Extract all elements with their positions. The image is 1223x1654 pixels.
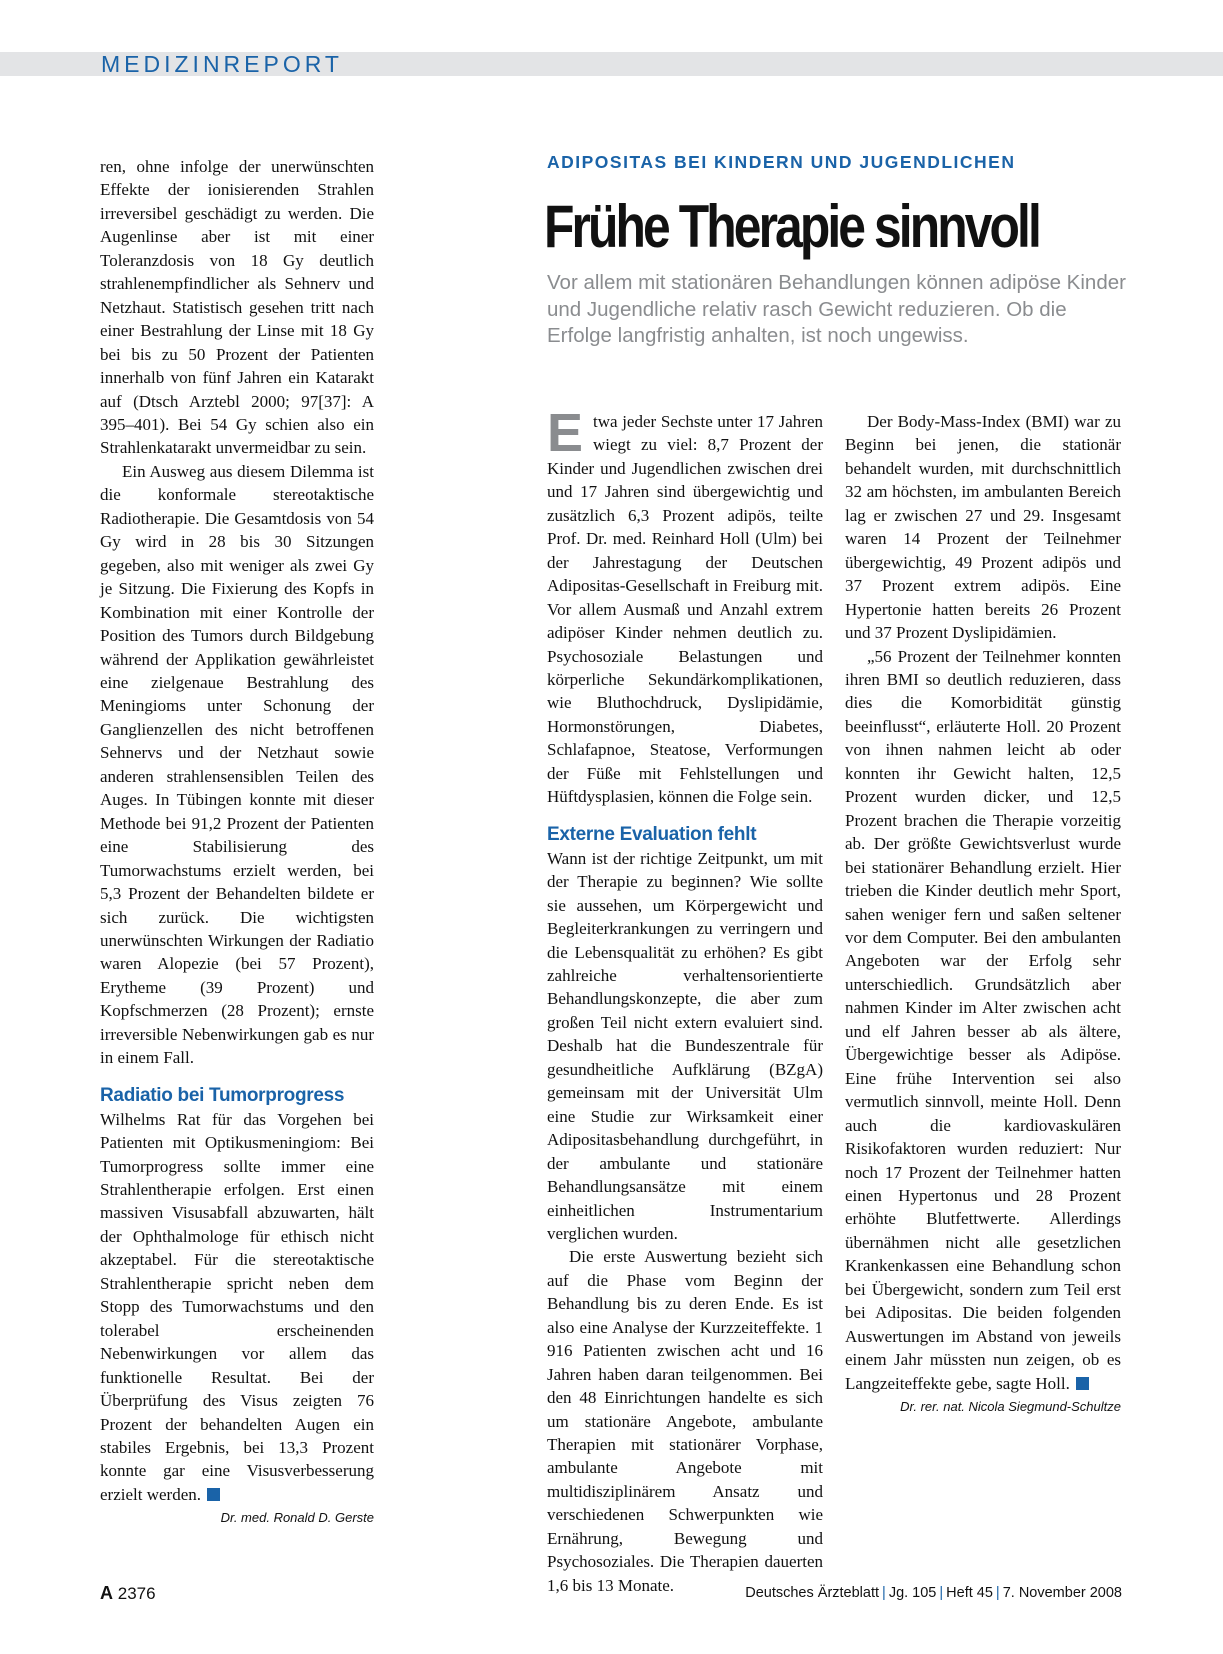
end-mark-icon [207,1488,220,1501]
footer-separator: | [882,1585,886,1601]
footer-citation [745,1585,1122,1601]
main-paragraph-5 [845,645,1121,1396]
left-paragraph-3 [100,1108,374,1507]
page-number [100,1583,156,1604]
page-number-value: 2376 [117,1584,156,1603]
left-paragraph-2: Ein Ausweg aus diesem Dilemma ist die konformale stereotaktische Radiotherapie. Die Gesamtdosis von 54 Gy wird in 28 bis 30 Sitzungen gegeben, also mit weniger als zwei Gy je Sitzung. Die Fixierung des Kopfs in Kombination mit einer Kontrolle der Position des Tumors durch Bildgebung während der Applikation gewährleistet eine zielgenaue Bestrahlung des Meningioms unter Schonung der Ganglienzellen des nicht betroffenen Sehnervs und der Netzhaut sowie anderen strahlensensiblen Teilen des Auges. In Tübingen konnte mit dieser Methode bei 91,2 Prozent der Patienten eine Stabilisierung des Tumorwachstums erzielt werden, bei 5,3 Prozent der Behandelten bildete er sich zurück. Die wichtigsten unerwünschten Wirkungen der Radiatio waren Alopezie (bei 57 Prozent), Erytheme (39 Prozent) und Kopfschmerzen (28 Prozent); ernste irreversible Nebenwirkungen gab es nur in einem Fall. [100,461,374,1068]
footer-date: 7. November 2008 [1002,1585,1122,1601]
main-paragraph-1-text: twa jeder Sechste unter 17 Jahren wiegt zu viel: 8,7 Prozent der Kinder und Jugendlichen zwischen drei und 17 Jahren sind übergewichtig und zusätzlich 6,3 Prozent adipös, teilte Prof. Dr. med. Reinhard Holl (Ulm) bei der Jahrestagung der Deutschen Adipositas-Gesellschaft in Freiburg mit. Vor allem Ausmaß und Anzahl extrem adipöser Kinder nehmen deutlich zu. Psychosoziale Belastungen und körperliche Sekundärkomplikationen, wie Bluthochdruck, Dyslipidämie, Hormonstörungen, Diabetes, Schlafapnoe, Steatose, Verformungen der Füße mit Fehlstellungen und Hüftdysplasien, können die Folge sein. [547,412,823,807]
main-paragraph-3: Die erste Auswertung bezieht sich auf die Phase vom Beginn der Behandlung bis zu deren Ende. Es ist also eine Analyse der Kurzzeiteffekte. 1 916 Patienten zwischen acht und 16 Jahren haben daran teilgenommen. Bei den 48 Einrichtungen handelte es sich um stationäre Angebote, ambulante Therapien mit stationärer Vorphase, ambulante Angebote mit multidisziplinärem Ansatz und verschiedenen Schwerpunkten wie Ernährung, Bewegung und Psychosoziales. Die Therapien dauerten 1,6 bis 13 Monate. [547,1247,823,1595]
footer-separator: | [995,1585,1000,1601]
left-article-column [100,155,374,1528]
main-paragraph-1 [547,410,823,809]
main-article-column-1 [547,410,823,1597]
page-prefix: A [100,1583,113,1603]
dropcap: E [547,413,584,453]
article-lead: Vor allem mit stationären Behandlungen können adipöse Kinder und Jugendliche relativ rasch Gewicht reduzieren. Ob die Erfolge langfristig anhalten, ist noch ungewiss. [547,271,1126,347]
main-paragraph-4: Der Body-Mass-Index (BMI) war zu Beginn bei jenen, die stationär behandelt wurden, mit durchschnittlich 32 am höchsten, im ambulanten Bereich lag er zwischen 27 und 29. Insgesamt waren 14 Prozent der Teilnehmer übergewichtig, 49 Prozent adipös und 37 Prozent extrem adipös. Eine Hypertonie hatten bereits 26 Prozent und 37 Prozent Dyslipidämien. [845,412,1121,643]
main-paragraph-2: Wann ist der richtige Zeitpunkt, um mit der Therapie zu beginnen? Wie sollte sie aussehen, um Körpergewicht und Begleiterkrankungen zu verringern und die Lebensqualität zu erhöhen? Es gibt zahlreiche verhaltensorientierte Behandlungskonzepte, die aber zum großen Teil nicht extern evaluiert sind. Deshalb hat die Bundeszentrale für gesundheitliche Aufklärung (BZgA) gemeinsam mit der Universität Ulm eine Studie zur Wirksamkeit einer Adipositasbehandlung durchgeführt, in der ambulante und stationäre Behandlungsansätze mit einem einheitlichen Instrumentarium verglichen wurden. [547,848,823,1243]
article-kicker: ADIPOSITAS BEI KINDERN UND JUGENDLICHEN [547,152,1016,172]
article-headline: Frühe Therapie sinnvoll [544,193,1039,260]
left-author: Dr. med. Ronald D. Gerste [220,1510,374,1526]
main-subheading: Externe Evaluation fehlt [547,823,757,845]
section-label: MEDIZINREPORT [101,51,343,77]
main-article-column-2 [845,410,1121,1417]
footer-separator: | [939,1585,944,1601]
main-author: Dr. rer. nat. Nicola Siegmund-Schultze [900,1399,1121,1415]
left-paragraph-3-text: Wilhelms Rat für das Vorgehen bei Patienten mit Optikusmeningiom: Bei Tumorprogress sollte immer eine Strahlentherapie erfolgen. Erst einen massiven Visusabfall abzuwarten, hält der Ophthalmologe für ethisch nicht akzeptabel. Für die stereotaktische Strahlentherapie spricht neben dem Stopp des Tumorwachstums und den tolerabel erscheinenden Nebenwirkungen vor allem das funktionelle Resultat. Bei der Überprüfung des Visus zeigten 76 Prozent der behandelten Augen ein stabiles Ergebnis, bei 13,3 Prozent konnte gar eine Visusverbesserung erzielt werden. [100,1109,374,1504]
footer-volume: Jg. 105 [888,1585,937,1601]
left-subheading: Radiatio bei Tumorprogress [100,1084,345,1106]
main-paragraph-5-text: „56 Prozent der Teilnehmer konnten ihren BMI so deutlich reduzieren, dass dies die Komorbidität günstig beeinflusst“, erläuterte Holl. 20 Prozent von ihnen nahmen leicht ab oder konnten ihr Gewicht halten, 12,5 Prozent wurden dicker, und 12,5 Prozent brachen die Therapie vorzeitig ab. Der größte Gewichtsverlust wurde bei stationärer Behandlung erzielt. Hier trieben die Kinder deutlich mehr Sport, sahen weniger fern und saßen seltener vor dem Computer. Bei den ambulanten Angeboten war der Erfolg sehr unterschiedlich. Grundsätzlich aber nahmen Kinder im Alter zwischen acht und elf Jahren besser ab als ältere, Übergewichtige besser als Adipöse. Eine frühe Intervention sei also vermutlich sinnvoll, meinte Holl. Denn auch die kardiovaskulären Risikofaktoren wurden reduziert: Nur noch 17 Prozent der Teilnehmer hatten einen Hypertonus und 28 Prozent erhöhte Blutfettwerte. Allerdings übernähmen nicht alle gesetzlichen Krankenkassen eine Behandlung schon bei Übergewicht, sondern zum Teil erst bei Adipositas. Die beiden folgenden Auswertungen im Abstand von jeweils einem Jahr müssten nun zeigen, ob es Langzeiteffekte gebe, sagte Holl. [845,646,1121,1393]
footer-issue: Heft 45 [946,1585,993,1601]
end-mark-icon [1076,1377,1089,1390]
left-paragraph-1: ren, ohne infolge der unerwünschten Effekte der ionisierenden Strahlen irreversibel geschädigt zu werden. Die Augenlinse aber ist mit einer Toleranzdosis von 18 Gy deutlich strahlenempfindlicher als Sehnerv und Netzhaut. Statistisch gesehen tritt nach einer Bestrahlung der Linse mit 18 Gy bei bis zu 50 Prozent der Patienten innerhalb von fünf Jahren ein Katarakt auf (Dtsch Arztebl 2000; 97[37]: A 395–401). Bei 54 Gy schien also ein Strahlenkatarakt unvermeidbar zu sein. [100,157,374,458]
footer-journal: Deutsches Ärzteblatt [745,1585,880,1601]
